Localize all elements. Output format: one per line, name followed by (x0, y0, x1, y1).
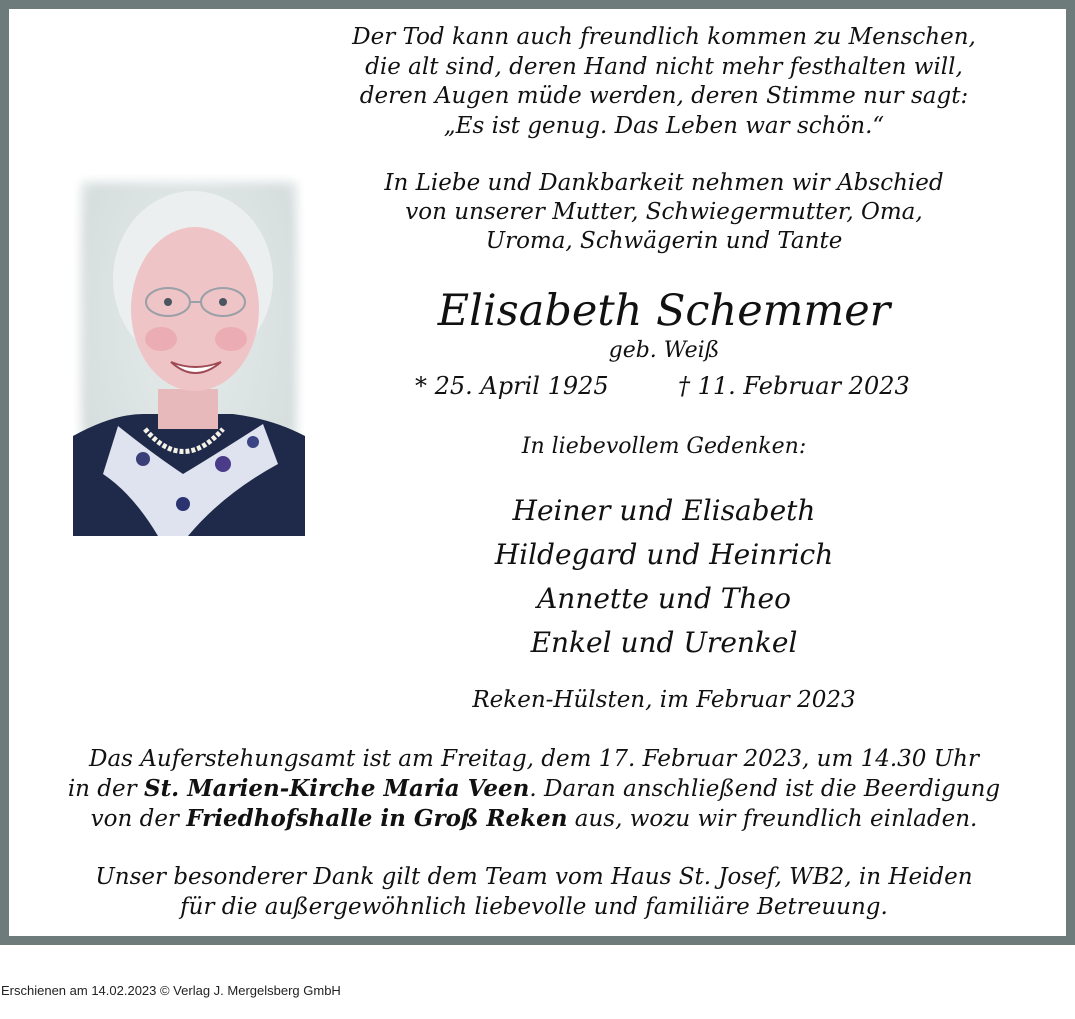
service-line (49, 774, 1019, 804)
portrait-photo (73, 174, 305, 536)
service-line (49, 804, 1019, 834)
life-dates (349, 372, 979, 406)
obituary-card (9, 9, 1066, 936)
opening-quote (349, 23, 979, 141)
mourner-line: Heiner und Elisabeth (512, 494, 816, 527)
hall-name: Friedhofshalle in Groß Reken (186, 805, 568, 832)
service-text: . Daran anschließend ist die Beerdigung (529, 776, 1001, 802)
thanks-note (49, 862, 1019, 922)
intro-line: von unserer Mutter, Schwiegermutter, Oma, (405, 199, 923, 225)
mourner-line: Enkel und Urenkel (530, 626, 798, 659)
memory-heading: In liebevollem Gedenken: (521, 434, 807, 459)
service-line: Das Auferstehungsamt ist am Freitag, dem 17. Februar 2023, um 14.30 Uhr (89, 746, 979, 772)
thanks-line: Unser besonderer Dank gilt dem Team vom Haus St. Josef, WB2, in Heiden (95, 864, 973, 890)
deceased-name: Elisabeth Schemmer (437, 286, 891, 336)
thanks-line: für die außergewöhnlich liebevolle und familiäre Betreuung. (180, 894, 888, 920)
intro-line: Uroma, Schwägerin und Tante (485, 228, 843, 254)
maiden-name: geb. Weiß (608, 338, 720, 363)
service-text: in der (67, 776, 144, 802)
intro-line: In Liebe und Dankbarkeit nehmen wir Abschied (384, 170, 944, 196)
birth-date: * 25. April 1925 (415, 372, 609, 400)
mourner-line: Hildegard und Heinrich (494, 538, 834, 571)
service-text: aus, wozu wir freundlich einladen. (567, 806, 978, 832)
place-and-date: Reken-Hülsten, im Februar 2023 (472, 687, 856, 713)
church-name: St. Marien-Kirche Maria Veen (143, 775, 530, 802)
quote-line: Der Tod kann auch freundlich kommen zu Menschen, (352, 24, 976, 50)
quote-line: „Es ist genug. Das Leben war schön.“ (443, 112, 885, 139)
funeral-service-info (49, 744, 1019, 834)
farewell-intro (349, 169, 979, 256)
service-text: von der (90, 806, 187, 832)
quote-line: deren Augen müde werden, deren Stimme nur sagt: (359, 83, 969, 109)
publication-footer: Erschienen am 14.02.2023 © Verlag J. Mergelsberg GmbH (1, 983, 341, 998)
quote-line: die alt sind, deren Hand nicht mehr festhalten will, (365, 53, 963, 80)
portrait-illustration (73, 174, 305, 536)
mourners-list (349, 489, 979, 665)
mourner-line: Annette und Theo (537, 582, 791, 615)
death-date: † 11. Februar 2023 (678, 372, 910, 400)
